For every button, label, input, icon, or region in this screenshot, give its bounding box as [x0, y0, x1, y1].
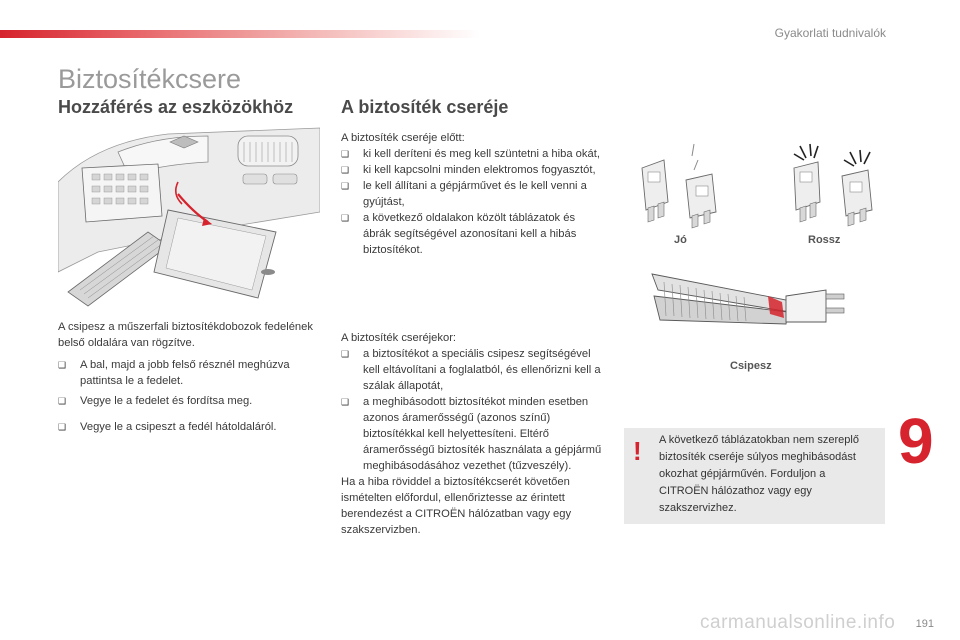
before-intro: A biztosíték cseréje előtt: — [341, 132, 465, 144]
bullet-arrow-icon: ❑ — [341, 165, 350, 175]
during-replacement-text — [341, 330, 603, 538]
good-fuse-label: Jó — [674, 234, 687, 246]
bullet-arrow-icon: ❑ — [58, 360, 67, 370]
watermark: carmanualsonline.info — [700, 612, 896, 633]
list-item: ❑ Vegye le a csipeszt a fedél hátoldaláról. — [58, 421, 277, 433]
chapter-number: 9 — [898, 405, 934, 477]
exclamation-icon: ! — [633, 436, 642, 466]
bullet-arrow-icon: ❑ — [341, 349, 350, 359]
list-item: ❑ a biztosítékot a speciális csipesz segítségével kell eltávolítani a foglalatból, és ellenőrizni kell a szálak állapotát, — [341, 348, 601, 392]
dashboard-fuse-cover-illustration — [58, 122, 320, 308]
page-number: 191 — [915, 618, 934, 630]
closing-paragraph: Ha a hiba röviddel a biztosítékcserét követően ismételten előfordul, ellenőriztesse az érintett berendezést a CITROËN hálózatban vagy egy szakszervizben. — [341, 476, 572, 536]
list-item: ❑ ki kell deríteni és meg kell szüntetni a hiba okát, — [341, 148, 600, 160]
section-label: Gyakorlati tudnivalók — [774, 26, 886, 40]
bullet-arrow-icon: ❑ — [341, 181, 350, 191]
bullet-arrow-icon: ❑ — [341, 397, 350, 407]
good-fuses-illustration — [634, 140, 738, 230]
during-intro: A biztosíték cseréjekor: — [341, 332, 457, 344]
list-item: ❑ ki kell kapcsolni minden elektromos fogyasztót, — [341, 164, 596, 176]
list-item: ❑ Vegye le a fedelet és fordítsa meg. — [58, 395, 253, 407]
access-text — [58, 319, 313, 435]
during-bullets — [341, 346, 603, 474]
list-item: ❑ A bal, majd a jobb felső résznél meghúzva pattintsa le a fedelet. — [58, 359, 290, 387]
before-replacement-text — [341, 130, 601, 258]
before-bullets — [341, 146, 601, 258]
access-heading: Hozzáférés az eszközökhöz — [58, 97, 294, 117]
bullet-arrow-icon: ❑ — [341, 149, 350, 159]
warning-box — [624, 428, 885, 524]
bullet-arrow-icon: ❑ — [341, 213, 350, 223]
bad-fuses-illustration — [784, 140, 890, 230]
access-bullets — [58, 357, 313, 435]
pliers-label: Csipesz — [730, 360, 772, 372]
fuse-pliers-illustration — [650, 260, 850, 352]
list-item: ❑ le kell állítani a gépjárművet és le kell venni a gyújtást, — [341, 180, 587, 208]
header-accent-stripe — [0, 30, 480, 38]
replace-heading: A biztosíték cseréje — [341, 97, 509, 117]
list-item: ❑ a következő oldalakon közölt táblázatok és ábrák segítségével azonosítani kell a hibás biztosítékot. — [341, 212, 577, 256]
bullet-arrow-icon: ❑ — [58, 422, 67, 432]
warning-text: A következő táblázatokban nem szereplő biztosíték cseréje súlyos meghibásodást okozhat gépjárművén. Forduljon a CITROËN hálózathoz vagy egy szakszervizhez. — [659, 434, 859, 514]
bullet-arrow-icon: ❑ — [58, 396, 67, 406]
list-item: ❑ a meghibásodott biztosítékot minden esetben azonos áramerősségű (azonos színű) biztosítékkal kell helyettesíteni. Eltérő áramerősségű biztosíték használata a gépjármű meghibásodásához vezethet (tűzveszély). — [341, 396, 602, 472]
access-intro: A csipesz a műszerfali biztosítékdobozok fedelének belső oldalára van rögzítve. — [58, 321, 313, 349]
page-title: Biztosítékcsere — [58, 64, 242, 94]
bad-fuse-label: Rossz — [808, 234, 841, 246]
